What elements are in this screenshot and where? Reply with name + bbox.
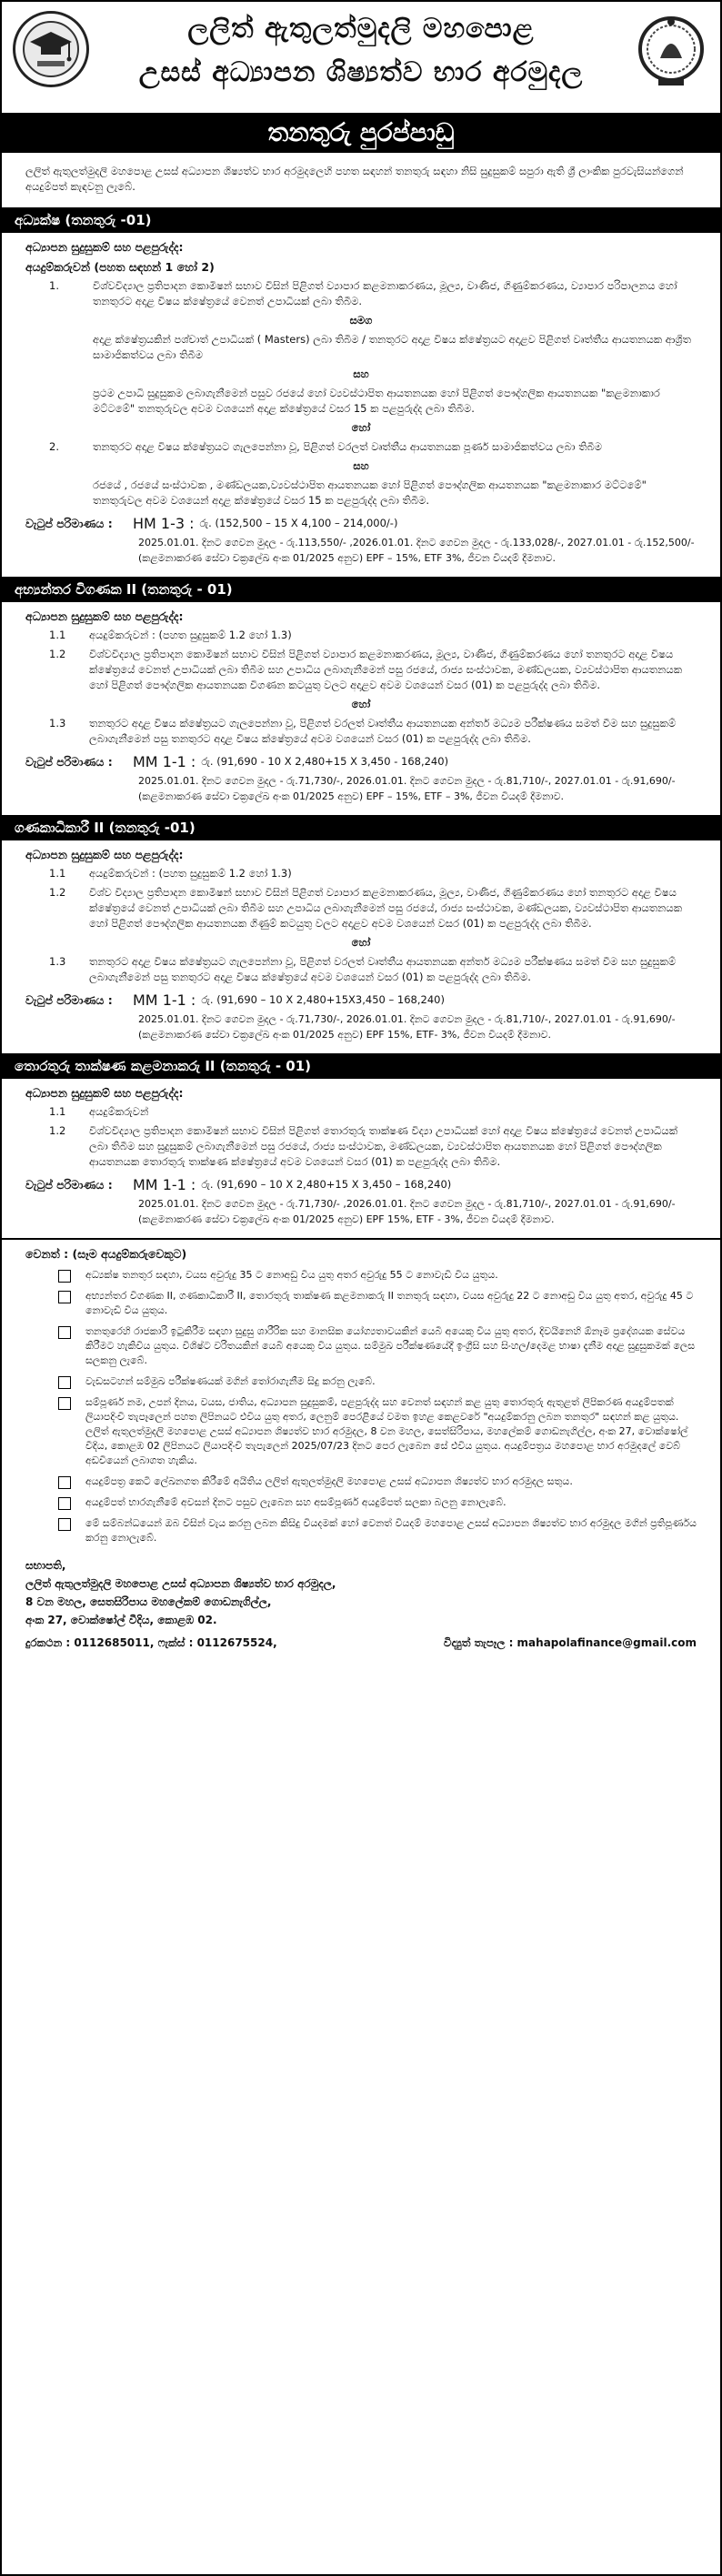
salary-label: වැටුප් පරිමාණය : [25, 1178, 113, 1192]
qualification-item [2, 330, 720, 365]
salary-label: වැටුප් පරිමාණය : [25, 993, 113, 1007]
item-text: අදාළ ක්ෂේත්‍රයකින් පශ්චාත් උපාධියක් ( Masters) ලබා තිබීම / තනතුරට අදාළ විෂය ක්ෂේත්‍රයට අදාළව පිළිගත් වෘත්තීය ආයතනයක ආශ්‍රිත සාමාජිකත්වය ලබා තිබීම [93, 333, 691, 361]
it-manager-section-heading: තොරතුරු තාක්ෂණ කළමනාකරු II (තනතුරු - 01) [2, 1053, 720, 1079]
checkbox-bullet-icon [58, 1270, 71, 1283]
checkbox-bullet-icon [58, 1326, 71, 1339]
checkbox-bullet-icon [58, 1291, 71, 1303]
item-number: 1.3 [49, 717, 66, 730]
qualification-item [2, 952, 720, 987]
item-text: තනතුරට අදාළ විෂය ක්ෂේත්‍රයට ගැලපෙන්නා වූ, පිළිගත් වරලත් වෘත්තීය ආයතනයක අන්තර් මධ්‍යම පරීක්ෂණය සමත් වීම සහ සුදුසුකම් ලබාගැනීමෙන් පසු තනතුරට අදාළ විෂය ක්ෂේත්‍රයේ අවම වශයෙන් වසර (01) ක පළපුරුද්ද ලබා තිබීම. [89, 955, 677, 983]
applicants-heading: අයදුම්කරුවන් (පහත සඳහන් 1 හෝ 2) [25, 260, 215, 274]
org-name-line2: උසස් අධ්‍යාපන ශිෂ්‍යත්ව භාර අරමුදල [138, 56, 584, 88]
contact-line [2, 1629, 720, 1650]
checkbox-bullet-icon [58, 1397, 71, 1410]
salary-detail: 2025.01.01. දිනට ගෙවන මුදල - රු.113,550/- ,2026.01.01. දිනට ගෙවන මුදල - රු.133,028/-, 2027.01.01 - රු.152,500/- (කළමනාකරණ සේවා චක්‍රලේඛ අංක 01/2025 අනුව) EPF – 15%, ETF 3%, ජීවන වියදම් දීමනාව. [138, 537, 695, 564]
salary-detail: 2025.01.01. දිනට ගෙවන මුදල - රු.71,730/-, 2026.01.01. දිනට ගෙවන මුදල - රු.81,710/-, 2027.01.01 - රු.91,690/- (කළමනාකරණ සේවා චක්‍රලේඛ අංක 01/2025 අනුව) EPF – 15%, ETF – 3%, ජීවන වියදම් දීමනාව. [138, 775, 676, 802]
conjunction: සමග [349, 314, 373, 327]
item-text: අයදුම්කරුවන් : (පහත සුදුසුකම් 1.2 හෝ 1.3) [89, 629, 292, 641]
chairman-label: සභාපති, [25, 1559, 66, 1572]
org-name-line1: ලලිත් ඇතුලත්මුදලි මහපොළ [187, 13, 535, 45]
qualification-item [2, 626, 720, 645]
qualification-item [2, 438, 720, 457]
item-text: රජයේ , රජයේ සංස්ථාවක , මණ්ඩලයක,ව්‍යවස්ථාපිත ආයතනයක හෝ පිළිගත් පෞද්ගලික ආයතනයක "කළමනාකාර මට්ටමේ" තනතුරුවල අවම වශයෙන් අදාළ ක්ෂේත්‍රයේ වසර 15 ක පළපුරුද්ද ලබා තිබීම. [93, 478, 647, 507]
salary-scale [2, 749, 720, 771]
salary-formula: රු. (152,500 – 15 X 4,100 – 214,000/-) [199, 517, 398, 529]
salary-code: HM 1-3 : [133, 515, 195, 532]
salary-formula: රු. (91,690 – 10 X 2,480+15 X 3,450 – 168,240) [201, 1178, 452, 1191]
conjunction: සහ [353, 367, 369, 380]
item-number: 1. [49, 279, 59, 292]
salary-code: MM 1-1 : [133, 991, 196, 1009]
qualification-item [2, 1122, 720, 1172]
item-number: 1.1 [49, 867, 66, 880]
item-number: 1.1 [49, 1105, 66, 1118]
emblem-icon [636, 11, 707, 91]
salary-label: වැටුප් පරිමාණය : [25, 517, 113, 530]
item-text: තනතුරට අදාළ විෂය ක්ෂේත්‍රයට ගැලපෙන්නා වූ, පිළිගත් වරලත් වෘත්තීය ආයතනයක අන්තර් මධ්‍යම පරීක්ෂණය සමත් වීම සහ සුදුසුකම් ලබාගැනීමෙන් පසු තනතුරට අදාළ විෂය ක්ෂේත්‍රයේ අවම වශයෙන් වසර (01) ක පළපුරුද්ද ලබා තිබීම. [89, 717, 677, 745]
conjunction: හෝ [351, 936, 371, 949]
internal-auditor-section-heading: අභ්‍යන්තර විගණක II (තනතුරු - 01) [2, 577, 720, 602]
qualification-item [2, 476, 720, 510]
email-link[interactable]: විද්‍යුත් තැපෑල : mahapolafinance@gmail.com [443, 1636, 697, 1649]
intro-text: ලලිත් ඇතුලත්මුදලි මහපොළ උසස් අධ්‍යාපන ශිෂ්‍යත්ව භාර අරමුදලෙහි පහත සඳහන් තනතුරු සඳහා නිසි සුදුසුකම් සපුරා ඇති ශ්‍රී ලාංකික පුරවැසියන්ගෙන් අයදුම්පත් කැඳවනු ලැබේ. [25, 165, 684, 193]
note-item: මේ සම්බන්ධයෙන් ඔබ විසින් වැය කරනු ලබන කිසිදු වියදමක් හෝ වෙනත් වියදම් මහපොළ උසස් අධ්‍යාපන ශිෂ්‍යත්ව භාර අරමුදල මගින් ප්‍රතිපූර්ණය කරනු නොලැබේ. [2, 1514, 720, 1549]
item-text: අයදුම්කරුවන් [89, 1105, 149, 1118]
qualification-item [2, 277, 720, 311]
salary-detail: 2025.01.01. දිනට ගෙවන මුදල - රු.71,730/- ,2026.01.01. දිනට ගෙවන මුදල - රු.81,710/-, 2027.01.01 - රු.91,690/- (කළමනාකරණ සේවා චක්‍රලේඛ අංක 01/2025 අනුව) EPF 15%, ETF - 3%, ජීවන වියදම් දීමනාව. [138, 1198, 676, 1225]
qualification-item [2, 714, 720, 749]
item-text: විශ්වවිද්‍යාල ප්‍රතිපාදන කොමිෂන් සභාව විසින් පිළිගත් ව්‍යාපාර කළමනාකරණය, මූල්‍ය, වාණිජ, ගිණුම්කරණය, ව්‍යාපාර පරිපාලනය හෝ තනතුරට අදාළ විෂය ක්ෂේත්‍රයේ වෙනත් උපාධියක් ලබා තිබීම. [93, 279, 677, 307]
note-item: සම්පූර්ණ නම, උපන් දිනය, වයස, ජාතිය, අධ්‍යාපන සුදුසුකම්, පළපුරුද්ද සහ වෙනත් සඳහන් කළ යුතු තොරතුරු ඇතුළත් ලිපිකරණ අයදුම්පතක් ලියාපදිංචි තැපෑලෙන් පහත ලිපිනයට එවිය යුතු අතර, ලෙනුම් පෙරළියේ වමත ඉහළ කෙළවරේ "අයදුම්කරනු ලබන තනතුර" සඳහන් කළ යුතුය. ලලිත් ඇතුලත්මුදලි මහපොළ උසස් අධ්‍යාපන ශිෂ්‍යත්ව භාර අරමුදල, 8 වන මහල, සෙත්සිරිපාය, මහලේකම් ගොඩනැගිල්ල, අංක 27, වොක්ෂෝල් වීදිය, කොළඹ 02 ලිපිනයට ලියාපදිංචි තැපැලෙන් 2025/07/23 දිනට පෙර ලැබෙන සේ එවිය යුතුය. අයදුම්පත්‍රය මහපොළ භාර අරමුදලේ වෙබ් අඩවියෙන් ලබාගත හැකිය. [2, 1393, 720, 1472]
footer-address [2, 1549, 720, 1629]
qualification-item [2, 645, 720, 695]
salary-code: MM 1-1 : [133, 1176, 196, 1193]
salary-label: වැටුප් පරිමාණය : [25, 755, 113, 769]
qualifications-heading: අධ්‍යාපන සුදුසුකම් සහ පළපුරුද්ද: [25, 609, 184, 623]
item-text: අයදුම්කරුවන් : (පහත සුදුසුකම් 1.2 හෝ 1.3) [89, 867, 292, 880]
item-text: විශ්ව විද්‍යාල ප්‍රතිපාදන කොමිෂන් සභාව විසින් පිළිගත් ව්‍යාපාර කළමනාකරණය, මූල්‍ය, වාණිජ, ගිණුම්කරණය හෝ තනතුරට අදාළ විෂය ක්ෂේත්‍රයේ වෙනත් උපාධියක් ලබා තිබීම සහ උපාධිය ලබාගැනීමෙන් පසු රජයේ, රාජ්‍ය සංස්ථාවක, මණ්ඩලයක, ව්‍යවස්ථාපිත ආයතනයක හෝ පිළිගත් පෞද්ගලික ආයතනයක ගිණුම් කටයුතු වලට අදාළව අවම වශයෙන් වසර (01) ක පළපුරුද්ද ලබා තිබීම. [89, 886, 683, 930]
note-item: අයදුම්පත් භාරගැනීමේ අවසන් දිනට පසුව ලැබෙන සහ අසම්පූර්ණ අයදුම්පත් සලකා බලනු නොලැබේ. [2, 1493, 720, 1514]
item-number: 1.3 [49, 955, 66, 968]
salary-detail: 2025.01.01. දිනට ගෙවන මුදල - රු.71,730/-, 2026.01.01. දිනට ගෙවන මුදල - රු.81,710/-, 2027.01.01 - රු.91,690/- (කළමනාකරණ සේවා චක්‍රලේඛ අංක 01/2025 අනුව) EPF 15%, ETF- 3%, ජීවන වියදම් දීමනාව. [138, 1013, 676, 1041]
address-line: ලලිත් ඇතුලත්මුදලි මහපොළ උසස් අධ්‍යාපන ශිෂ්‍යත්ව භාර අරමුදල, [25, 1577, 336, 1590]
notes-list [2, 1265, 720, 1549]
qualification-item [2, 1102, 720, 1122]
state-emblem [633, 9, 709, 93]
note-item: අයදුම්පත්‍ර කෙටි ලේඛනගත කිරීමේ අයිතිය ලලිත් ඇතුලත්මුදලි මහපොළ උසස් අධ්‍යාපන ශිෂ්‍යත්ව භාර අරමුදල සතුය. [2, 1472, 720, 1493]
salary-formula: රු. (91,690 - 10 X 2,480+15 X 3,450 - 168,240) [201, 755, 449, 768]
qualification-item [2, 883, 720, 933]
qualification-item [2, 384, 720, 418]
item-number: 1.1 [49, 629, 66, 641]
item-number: 1.2 [49, 1124, 66, 1137]
item-number: 1.2 [49, 648, 66, 660]
accountant-section-heading: ගණකාධිකාරී II (තනතුරු -01) [2, 815, 720, 840]
note-item: තනතුරෙහි රාජකාරි ඉටුකිරීම සඳහා සුදුසු ශාරීරික සහ මානසික යෝග්‍යතාවයකින් යෙබී අයෙකු විය යුතු අතර, දිවයිනෙහි ඕනෑම ප්‍රදේශයක සේවය කිරීමට හැකිවිය යුතුය. විශිෂ්ට වරිතයකින් යෙබී අයෙකු විය යුතුය. සම්මුඛ පරීක්ෂණයේදී ඉංග්‍රීසි සහ සිංහල/දෙමළ භාෂා දැනීම අදාළ සුදුසුකමක් ලෙස සලකනු ලැබේ. [2, 1322, 720, 1372]
salary-scale [2, 510, 720, 533]
checkbox-bullet-icon [58, 1497, 71, 1510]
salary-code: MM 1-1 : [133, 753, 196, 770]
item-text: ප්‍රථම උපාධි සුදුසුකම ලබාගැනීමෙන් පසුව රජයේ හෝ ව්‍යවස්ථාපිත ආයතනයක හෝ පිළිගත් පෞද්ගලික ආයතනයක "කළමනාකාර මට්ටමේ" තනතුරුවල අවම වශයෙන් අදාළ ක්ෂේත්‍රයේ වසර 15 ක පළපුරුද්ද ලබා තිබීම. [93, 387, 660, 415]
note-item: අධ්‍යක්ෂ තනතුර සඳහා, වයස අවුරුදු 35 ට නොඅඩු විය යුතු අතර අවුරුදු 55 ට නොවැඩි විය යුතුය. [2, 1265, 720, 1286]
conjunction: හෝ [351, 698, 371, 710]
conjunction: සහ [353, 459, 369, 472]
qualification-item [2, 864, 720, 883]
salary-scale [2, 1172, 720, 1194]
conjunction: හෝ [351, 421, 371, 434]
item-number: 2. [49, 440, 59, 453]
note-item: අභ්‍යන්තර විගණක II, ගණකාධිකාරී II, තොරතුරු තාක්ෂණ කළමනාකරු II තනතුරු සඳහා, වයස අවුරුදු 22 ට නොඅඩු විය යුතු අතර, අවුරුදු 45 ට නොවැඩි විය යුතුය. [2, 1286, 720, 1322]
vacancies-banner: තනතුරු පුරප්පාඩු [2, 113, 720, 153]
other-notes-heading: වෙනත් : (සෑම අයදුම්කරුවෙකුට) [25, 1247, 187, 1261]
address-line: අංක 27, වොක්ෂෝල් වීදිය, කොළඹ 02. [25, 1614, 217, 1626]
address-line: 8 වන මහල, සෙතසිරිපාය මහලේකම් ගොඩනැගිල්ල, [25, 1595, 272, 1608]
checkbox-bullet-icon [58, 1518, 71, 1531]
note-item: වැඩසටහන් සම්මුඛ පරීක්ෂණයක් මගින් තෝරාගැනීම සිදු කරනු ලැබේ. [2, 1372, 720, 1393]
salary-formula: රු. (91,690 – 10 X 2,480+15X3,450 – 168,240) [201, 993, 445, 1006]
item-text: විශ්වවිද්‍යාල ප්‍රතිපාදන කොමිෂන් සභාව විසින් පිළිගත් තොරතුරු තාක්ෂණ විද්‍යා උපාධියක් හෝ අදාළ විෂය ක්ෂේත්‍රයේ වෙනත් උපාධියක් ලබා තිබීම සහ සුදුසුකම් ලබාගැනීමෙන් පසු රජයේ, රාජ්‍ය සංස්ථාවක, මණ්ඩලයක, ව්‍යවස්ථාපිත ආයතනයක හෝ පිළිගත් පෞද්ගලික ආයතනයක තොරතුරු තාක්ෂණ ක්ෂේත්‍රයේ අවම වශයෙන් වසර (01) ක පළපුරුද්ද ලබා තිබීම. [89, 1124, 678, 1168]
qualifications-heading: අධ්‍යාපන සුදුසුකම් සහ පළපුරුද්ද: [25, 848, 184, 861]
item-number: 1.2 [49, 886, 66, 899]
header [2, 2, 720, 113]
qualifications-heading: අධ්‍යාපන සුදුසුකම් සහ පළපුරුද්ද: [25, 1086, 184, 1100]
item-text: තනතුරට අදාළ විෂය ක්ෂේත්‍රයට ගැලපෙන්නා වූ, පිළිගත් වරලත් වෘත්තීය ආයතනයක පූර්ණ සාමාජිකත්වය ලබා තිබීම [93, 440, 603, 453]
phone-fax: දුරකථන : 0112685011, ෆැක්ස් : 0112675524, [25, 1636, 277, 1649]
salary-scale [2, 987, 720, 1010]
checkbox-bullet-icon [58, 1476, 71, 1489]
qualifications-heading: අධ්‍යාපන සුදුසුකම් සහ පළපුරුද්ද: [25, 240, 184, 254]
checkbox-bullet-icon [58, 1376, 71, 1389]
item-text: විශ්වවිද්‍යාල ප්‍රතිපාදන කොමිෂන් සභාව විසින් පිළිගත් ව්‍යාපාර කළමනාකරණය, මූල්‍ය, වාණිජ, ගිණුම්කරණය හෝ තනතුරට අදාළ විෂය ක්ෂේත්‍රයේ වෙනත් උපාධියක් ලබා තිබීම සහ උපාධිය ලබාගැනීමෙන් පසු රජයේ, රාජ්‍ය සංස්ථාවක, මණ්ඩලයක, ව්‍යවස්ථාපිත ආයතනයක හෝ පිළිගත් පෞද්ගලික ආයතනයක විගණන කටයුතු වලට අදාළව අවම වශයෙන් වසර (01) ක පළපුරුද්ද ලබා තිබීම. [89, 648, 683, 691]
director-section-heading: අධ්‍යක්ෂ (තනතුරු -01) [2, 207, 720, 233]
